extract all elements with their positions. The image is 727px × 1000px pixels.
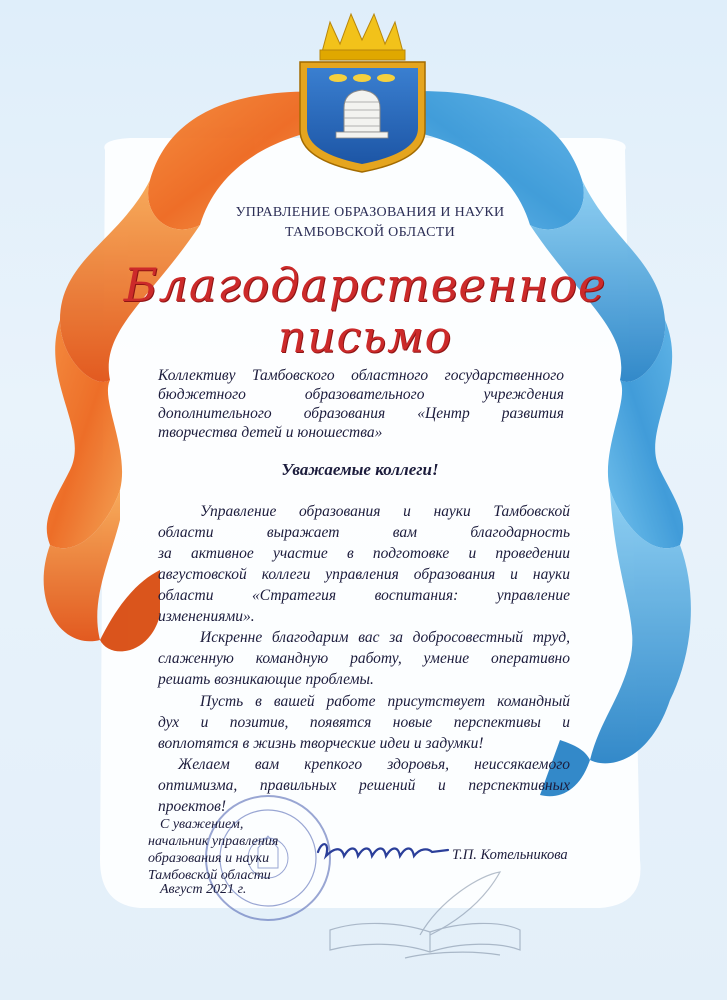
signature-position-line3: Тамбовской области [148,868,271,883]
title-line1: Благодарственное [123,258,607,312]
greeting: Уважаемые коллеги! [281,460,439,479]
letter-date: Август 2021 г. [160,882,247,897]
paragraph1-line: изменениями». [158,608,255,625]
paragraph1-line: августовской коллеги управления образования и науки [158,566,570,583]
paragraph2-line: Искренне благодарим вас за добросовестный труд, [200,629,570,646]
signatory-name: Т.П. Котельникова [452,847,568,863]
coat-of-arms-icon [300,14,425,172]
paragraph4-line: оптимизма, правильных решений и перспективных [158,777,570,794]
org-name-line1: УПРАВЛЕНИЕ ОБРАЗОВАНИЯ И НАУКИ [235,205,505,220]
org-name-line2: ТАМБОВСКОЙ ОБЛАСТИ [285,225,455,240]
paragraph3-line: дух и позитив, появятся новые перспективы и [158,714,570,731]
paragraph1-line: области выражает вам благодарность [158,524,570,541]
paragraph2-line: решать возникающие проблемы. [158,671,374,688]
title-line2: письмо [277,312,453,363]
paragraph4-line: Желаем вам крепкого здоровья, неиссякаемого [178,756,570,773]
signature-position-line2: образования и науки [148,851,270,866]
paragraph2-line: слаженную командную работу, умение оперативно [158,650,570,667]
paragraph1-line: за активное участие в подготовке и проведении [158,545,570,562]
paragraph1-line: области «Стратегия воспитания: управление [158,587,570,604]
recipient-line: дополнительного образования «Центр развития [158,405,564,422]
recipient-line: бюджетного образовательного учреждения [158,386,564,403]
recipient-line: творчества детей и юношества» [158,424,383,441]
paragraph3-line: воплотятся в жизнь творческие идеи и задумки! [158,735,484,752]
signature-regards: С уважением, [160,817,244,832]
recipient-line: Коллективу Тамбовского областного государственного [158,367,564,384]
paragraph3-line: Пусть в вашей работе присутствует командный [200,693,570,710]
paragraph1-line: Управление образования и науки Тамбовской [200,503,570,520]
paragraph4-line: проектов! [158,798,227,815]
signature-position-line1: начальник управления [148,834,279,849]
